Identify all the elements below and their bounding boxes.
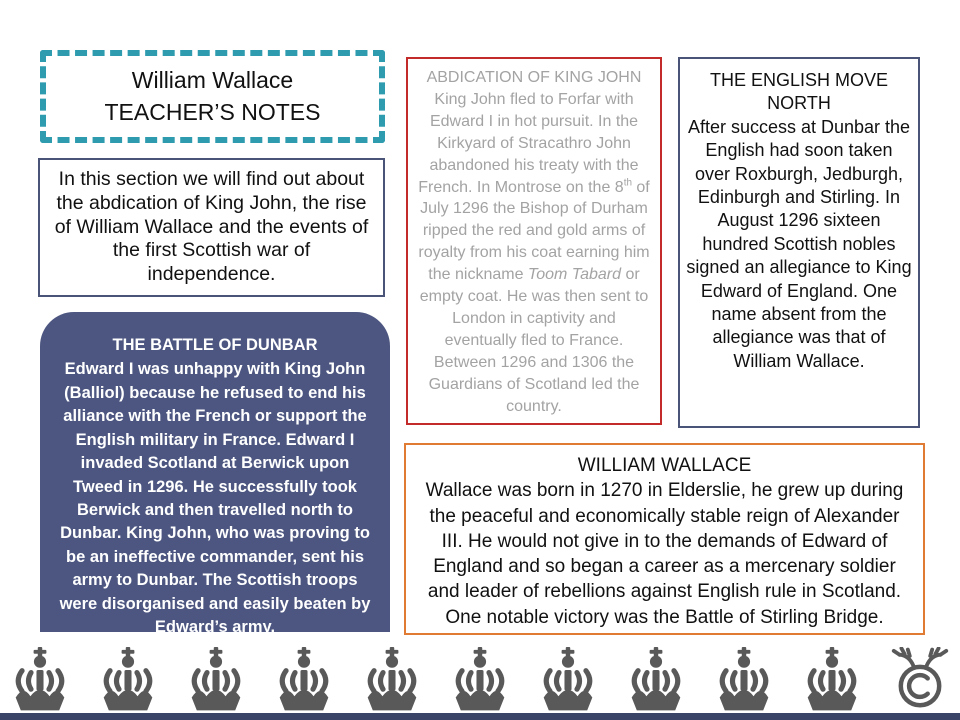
english-title: THE ENGLISH MOVE NORTH xyxy=(709,70,889,114)
crown-icon xyxy=(712,647,776,711)
crown-icon xyxy=(272,647,336,711)
intro-box xyxy=(38,158,385,297)
copyright-antlers-logo xyxy=(888,647,952,711)
title-line1: William Wallace xyxy=(131,67,294,94)
crown-icon xyxy=(448,647,512,711)
abdication-body-part1: King John fled to Forfar with Edward I in hot pursuit. In the Kirkyard of Stracathro John abandoned his treaty with the French. In Montrose on the 8 xyxy=(418,90,639,196)
abdication-superscript: th xyxy=(623,177,632,189)
bottom-strip xyxy=(0,713,960,720)
abdication-body-part2: of July 1296 the Bishop of Durham ripped the red and gold arms of royalty from his coat earning him the nickname xyxy=(418,178,650,284)
crown-icon xyxy=(8,647,72,711)
wallace-body: Wallace was born in 1270 in Elderslie, he grew up during the peaceful and economically stable reign of Alexander III. He would not give in to the demands of Edward of England and so began a career as a mercenary soldier and leader of rebellions against English rule in Scotland. One notable victory was the Battle of Stirling Bridge. xyxy=(425,480,904,628)
english-move-north-box xyxy=(678,57,920,428)
intro-text: In this section we will find out about the abdication of King John, the rise of William Wallace and the events of the first Scottish war of independence. xyxy=(54,168,369,286)
abdication-body xyxy=(416,89,652,418)
dunbar-body: Edward I was unhappy with King John (Balliol) because he refused to end his alliance with the French or support the English military in France. Edward I invaded Scotland at Berwick upon Tweed in 1296. He successfully took Berwick and then travelled north to Dunbar. King John, who was proving to be an ineffective commander, sent his army to Dunbar. The Scottish troops were disorganised and easily beaten by Edward’s army. xyxy=(59,360,371,637)
wallace-title: WILLIAM WALLACE xyxy=(577,455,752,476)
crown-icon xyxy=(184,647,248,711)
english-body: After success at Dunbar the English had soon taken over Roxburgh, Jedburgh, Edinburgh and Stirling. In August 1296 sixteen hundred Scottish nobles signed an allegiance to King Edward of England. One name absent from the allegiance was that of William Wallace. xyxy=(686,116,912,371)
abdication-box xyxy=(406,57,662,425)
title-line2: TEACHER’S NOTES xyxy=(104,98,321,125)
dunbar-title: THE BATTLE OF DUNBAR xyxy=(112,336,318,354)
crown-icon xyxy=(96,647,160,711)
abdication-title: ABDICATION OF KING JOHN xyxy=(426,69,642,86)
title-box xyxy=(40,50,385,143)
abdication-italic-phrase: Toom Tabard xyxy=(527,266,622,284)
crown-icon xyxy=(624,647,688,711)
crown-row xyxy=(0,646,960,712)
crown-icon xyxy=(360,647,424,711)
william-wallace-box xyxy=(404,443,925,635)
crown-icon xyxy=(800,647,864,711)
dunbar-box xyxy=(40,312,390,637)
crown-icon xyxy=(536,647,600,711)
abdication-body-part3: or empty coat. He was then sent to London in captivity and eventually fled to France. Between 1296 and 1306 the Guardians of Scotland led the country. xyxy=(419,266,649,415)
